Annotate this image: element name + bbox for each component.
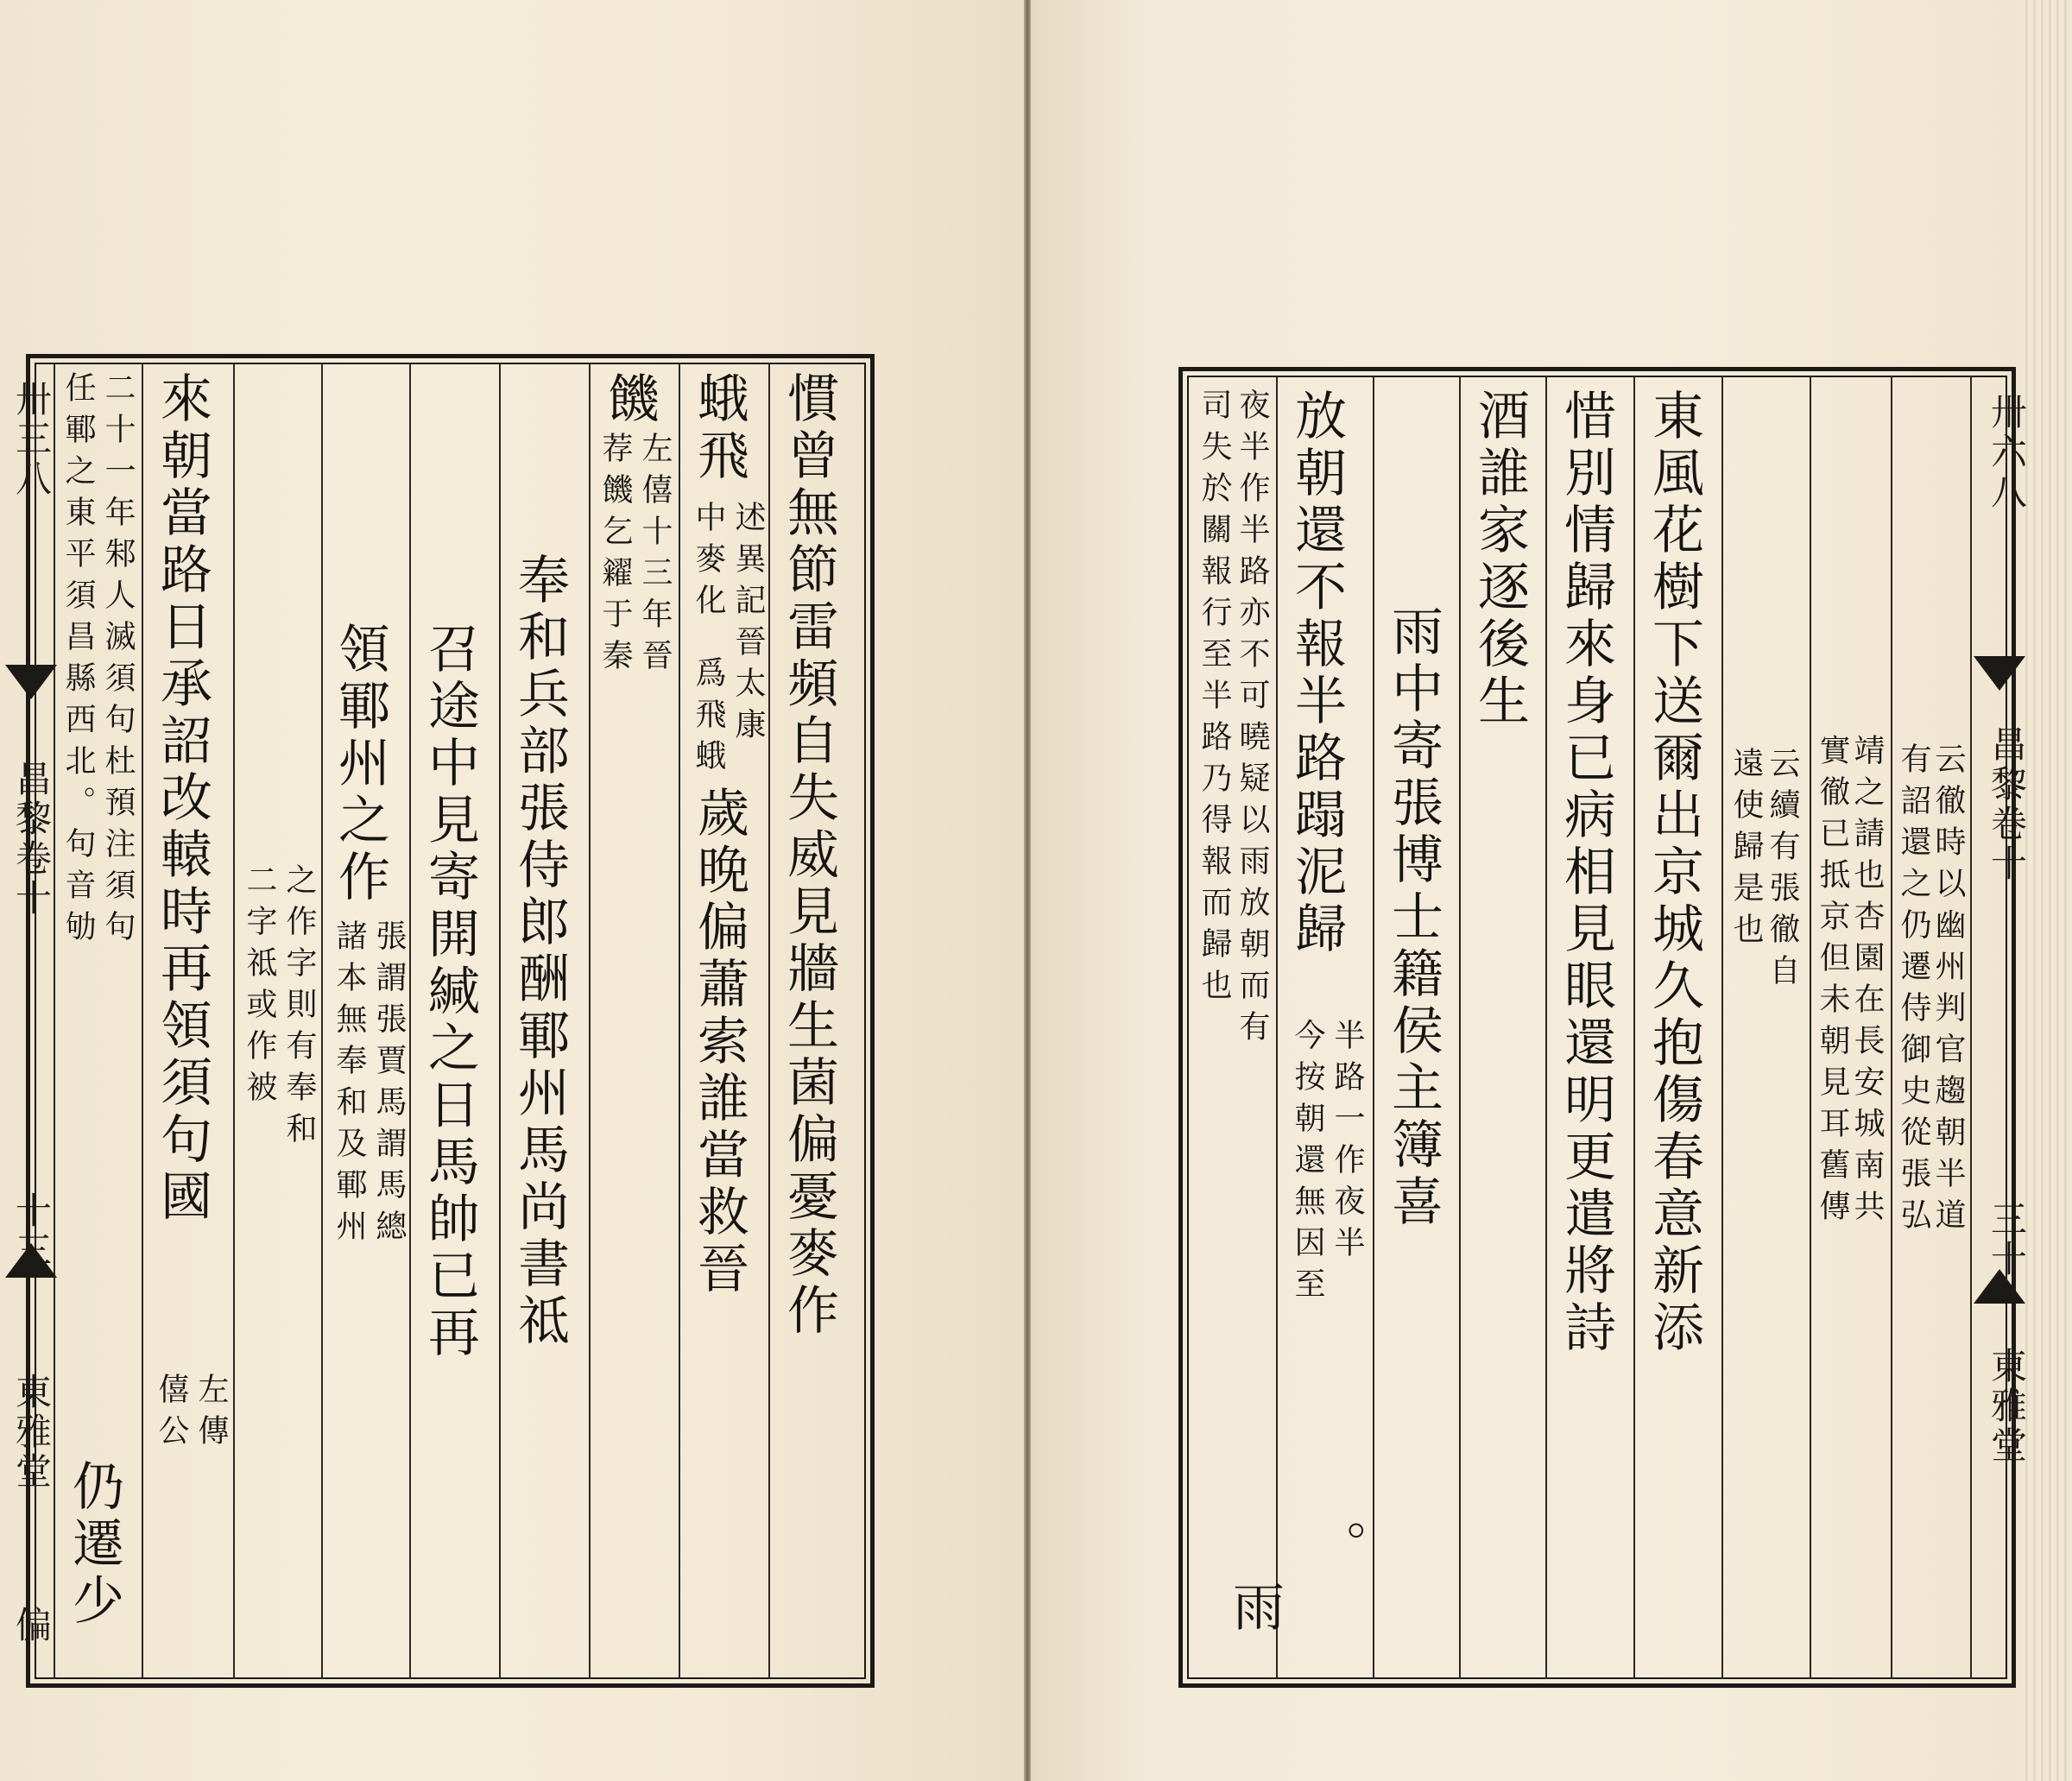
right-margin-rule: [1970, 376, 1972, 1679]
column-note-right: 述異記晉太康: [730, 501, 766, 749]
left-margin-title: 昌黎卷十: [10, 760, 53, 919]
left-margin-number: 卅三八: [10, 380, 53, 499]
fishtail-mark-upper: [5, 665, 57, 699]
column-note-left: 有詔還之仍遷侍御史從張弘: [1896, 742, 1931, 1240]
column-note-right: 左僖十三年晉: [637, 432, 673, 680]
column-rule: [1276, 376, 1278, 1679]
column-main-text-2: 歲晚偏蕭索誰當救晉: [689, 786, 749, 1298]
column-main-text: 蛾飛: [689, 371, 749, 485]
left-margin-folio: 十三: [10, 1191, 53, 1271]
book-spine: [1024, 0, 1031, 1781]
left-margin-publisher: 東雅堂: [10, 1373, 53, 1492]
poem-title: 雨中寄張博士籍侯主簿喜: [1383, 604, 1443, 1231]
fishtail-mark-lower: [5, 1243, 57, 1278]
column-rule: [1373, 376, 1374, 1679]
column-rule: [409, 363, 411, 1679]
column-main-text: 來朝當路日承詔改轅時再領須句國: [152, 371, 212, 1226]
column-rule: [589, 363, 591, 1679]
text-column: 慣曾無節雷頻自失威見牆生菌偏憂麥作: [779, 371, 839, 1340]
column-main-text: 領鄆州之作: [330, 622, 390, 906]
column-rule: [233, 363, 235, 1679]
column-note-left: 司失於關報行至半路乃得報而歸也: [1197, 388, 1232, 1010]
column-note-left: 僖公: [154, 1373, 189, 1456]
column-note-left: 遠使歸是也: [1728, 747, 1764, 954]
column-main-text: 放朝還不報半路蹋泥歸: [1286, 388, 1347, 958]
column-rule: [142, 363, 143, 1679]
left-margin-bottom: 偏: [10, 1606, 53, 1645]
column-rule: [679, 363, 680, 1679]
column-note-right: 之作字則有奉和: [281, 863, 317, 1153]
column-note-left: 二字祗或作被: [242, 863, 277, 1112]
text-column: 酒誰家逐後生: [1469, 388, 1530, 730]
column-rule: [1633, 376, 1635, 1679]
right-margin-number: 卅六八: [1986, 393, 2028, 512]
column-rule: [1721, 376, 1723, 1679]
column-note-left: 任鄆之東平須昌縣西北。句音劬: [60, 371, 96, 951]
column-rule: [768, 363, 770, 1679]
column-note-right: 半路一作夜半: [1330, 1019, 1365, 1267]
text-column: 東風花樹下送爾出京城久抱傷春意新添: [1644, 388, 1704, 1357]
column-rule: [1810, 376, 1811, 1679]
column-rule: [321, 363, 323, 1679]
fishtail-mark-upper: [1974, 656, 2025, 691]
column-note-left: 中麥化: [691, 501, 726, 625]
right-margin-title: 昌黎卷十: [1986, 725, 2028, 884]
text-column: 惜別情歸來身已病相見眼還明更遣將詩: [1556, 388, 1616, 1357]
right-margin-folio: 三十: [1986, 1200, 2028, 1279]
bleed-through: [483, 95, 553, 152]
fishtail-mark-lower: [1974, 1269, 2025, 1304]
column-note-left: 實徹已抵京但未朝見耳舊傳: [1815, 734, 1850, 1231]
column-note-left: 荐饑乞糴于秦: [597, 432, 633, 680]
column-note-right: 二十一年邾人滅須句杜預注須句: [100, 371, 136, 951]
poem-title: 奉和兵部張侍郎酬鄆州馬尚書祗: [509, 553, 570, 1350]
column-note-right: 左傳: [193, 1373, 229, 1456]
column-note-right: 張謂張賈馬謂馬總: [371, 919, 407, 1251]
column-main-text: 雨: [1224, 1580, 1285, 1637]
text-column: 召途中見寄開緘之日馬帥已再: [420, 622, 480, 1362]
right-margin-publisher: 東雅堂: [1986, 1347, 2028, 1466]
column-note-right: 靖之請也杏園在長安城南共: [1849, 734, 1885, 1231]
column-note-left: 諸本無奉和及鄆州: [332, 919, 367, 1251]
column-note-right: 夜半作半路亦不可曉疑以雨放朝而有: [1235, 388, 1270, 1052]
column-note-left: 今按朝還無因至: [1290, 1019, 1325, 1309]
page-edges: [2020, 0, 2072, 1781]
column-rule: [1891, 376, 1892, 1679]
column-note-left-2: 爲飛蛾: [691, 656, 726, 780]
column-main-text-2: 。: [1307, 1519, 1368, 1576]
column-rule: [499, 363, 501, 1679]
column-note-right: 云續有張徹自: [1765, 747, 1800, 995]
column-main-text: 饑: [599, 371, 660, 428]
column-main-text: 仍遷少: [64, 1459, 124, 1630]
column-rule: [1545, 376, 1547, 1679]
column-rule: [1459, 376, 1461, 1679]
column-note-right: 云徹時以幽州判官趨朝半道: [1930, 742, 1966, 1240]
